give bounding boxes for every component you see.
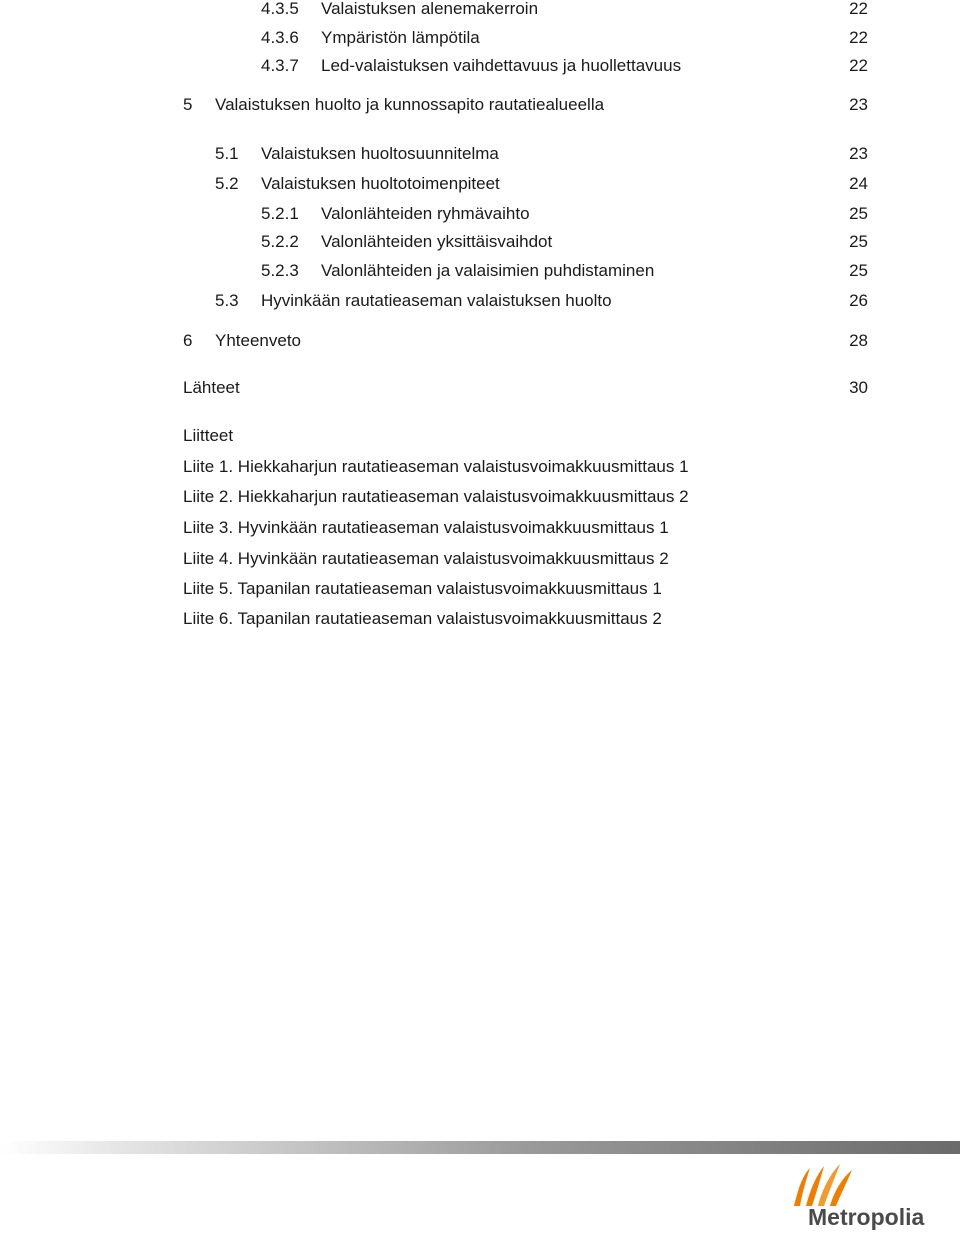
toc-title: Ympäristön lämpötila <box>321 28 480 47</box>
appendix-item: Liite 4. Hyvinkään rautatieaseman valaistusvoimakkuusmittaus 2 <box>183 549 669 568</box>
toc-title: Valaistuksen alenemakerroin <box>321 0 539 18</box>
toc-title: Yhteenveto <box>215 331 302 350</box>
toc-number: 6 <box>183 331 193 350</box>
toc-page: 25 <box>849 204 868 223</box>
toc-title: Hyvinkään rautatieaseman valaistuksen huolto <box>261 291 612 310</box>
toc-page: 25 <box>849 232 868 251</box>
toc-entry-5-1 <box>0 142 960 166</box>
toc-page: 23 <box>849 144 868 163</box>
appendix-item: Liite 6. Tapanilan rautatieaseman valaistusvoimakkuusmittaus 2 <box>183 609 662 628</box>
toc-title: Valonlähteiden ryhmävaihto <box>321 204 530 223</box>
toc-page: 22 <box>849 28 868 47</box>
appendix-item: Liite 1. Hiekkaharjun rautatieaseman valaistusvoimakkuusmittaus 1 <box>183 457 689 476</box>
toc-entry-4-3-7 <box>0 54 960 78</box>
toc-title: Led-valaistuksen vaihdettavuus ja huollettavuus <box>321 56 682 75</box>
toc-entry-5 <box>0 93 960 117</box>
toc-title: Valaistuksen huolto ja kunnossapito rautatiealueella <box>215 95 605 114</box>
toc-entry-5-2-1 <box>0 202 960 226</box>
toc-page: 22 <box>849 0 868 18</box>
toc-entry-4-3-6 <box>0 26 960 50</box>
toc-entry-5-2-2 <box>0 230 960 254</box>
metropolia-logo-icon <box>790 1160 860 1208</box>
toc-page: 25 <box>849 261 868 280</box>
toc-number: 5 <box>183 95 193 114</box>
toc-entry-5-2-3 <box>0 259 960 283</box>
footer-band <box>0 1141 960 1154</box>
toc-number: 5.1 <box>215 144 239 163</box>
toc-entry-lahteet <box>0 376 960 400</box>
toc-number: 4.3.7 <box>261 56 299 75</box>
appendix-item: Liite 5. Tapanilan rautatieaseman valaistusvoimakkuusmittaus 1 <box>183 579 662 598</box>
toc-entry-5-3 <box>0 289 960 313</box>
toc-title: Valonlähteiden yksittäisvaihdot <box>321 232 553 251</box>
toc-number: 5.2.3 <box>261 261 299 280</box>
toc-number: 5.2 <box>215 174 239 193</box>
toc-title: Valaistuksen huoltotoimenpiteet <box>261 174 500 193</box>
toc-page: 22 <box>849 56 868 75</box>
toc-page: 26 <box>849 291 868 310</box>
toc-entry-6 <box>0 329 960 353</box>
toc-page: 28 <box>849 331 868 350</box>
toc-entry-5-2 <box>0 172 960 196</box>
toc-page: 23 <box>849 95 868 114</box>
toc-title: Lähteet <box>183 378 240 397</box>
appendix-item: Liite 2. Hiekkaharjun rautatieaseman valaistusvoimakkuusmittaus 2 <box>183 487 689 506</box>
logo-text: Metropolia <box>808 1204 925 1230</box>
toc-page: 30 <box>849 378 868 397</box>
toc-page: 24 <box>849 174 868 193</box>
appendices-heading: Liitteet <box>183 426 234 445</box>
toc-number: 5.3 <box>215 291 239 310</box>
metropolia-logo <box>790 1160 930 1232</box>
toc-number: 4.3.6 <box>261 28 299 47</box>
toc-title: Valonlähteiden ja valaisimien puhdistaminen <box>321 261 655 280</box>
appendix-item: Liite 3. Hyvinkään rautatieaseman valaistusvoimakkuusmittaus 1 <box>183 518 669 537</box>
toc-title: Valaistuksen huoltosuunnitelma <box>261 144 499 163</box>
toc-number: 5.2.1 <box>261 204 299 223</box>
toc-number: 5.2.2 <box>261 232 299 251</box>
toc-entry-4-3-5 <box>0 0 960 21</box>
toc-number: 4.3.5 <box>261 0 299 18</box>
